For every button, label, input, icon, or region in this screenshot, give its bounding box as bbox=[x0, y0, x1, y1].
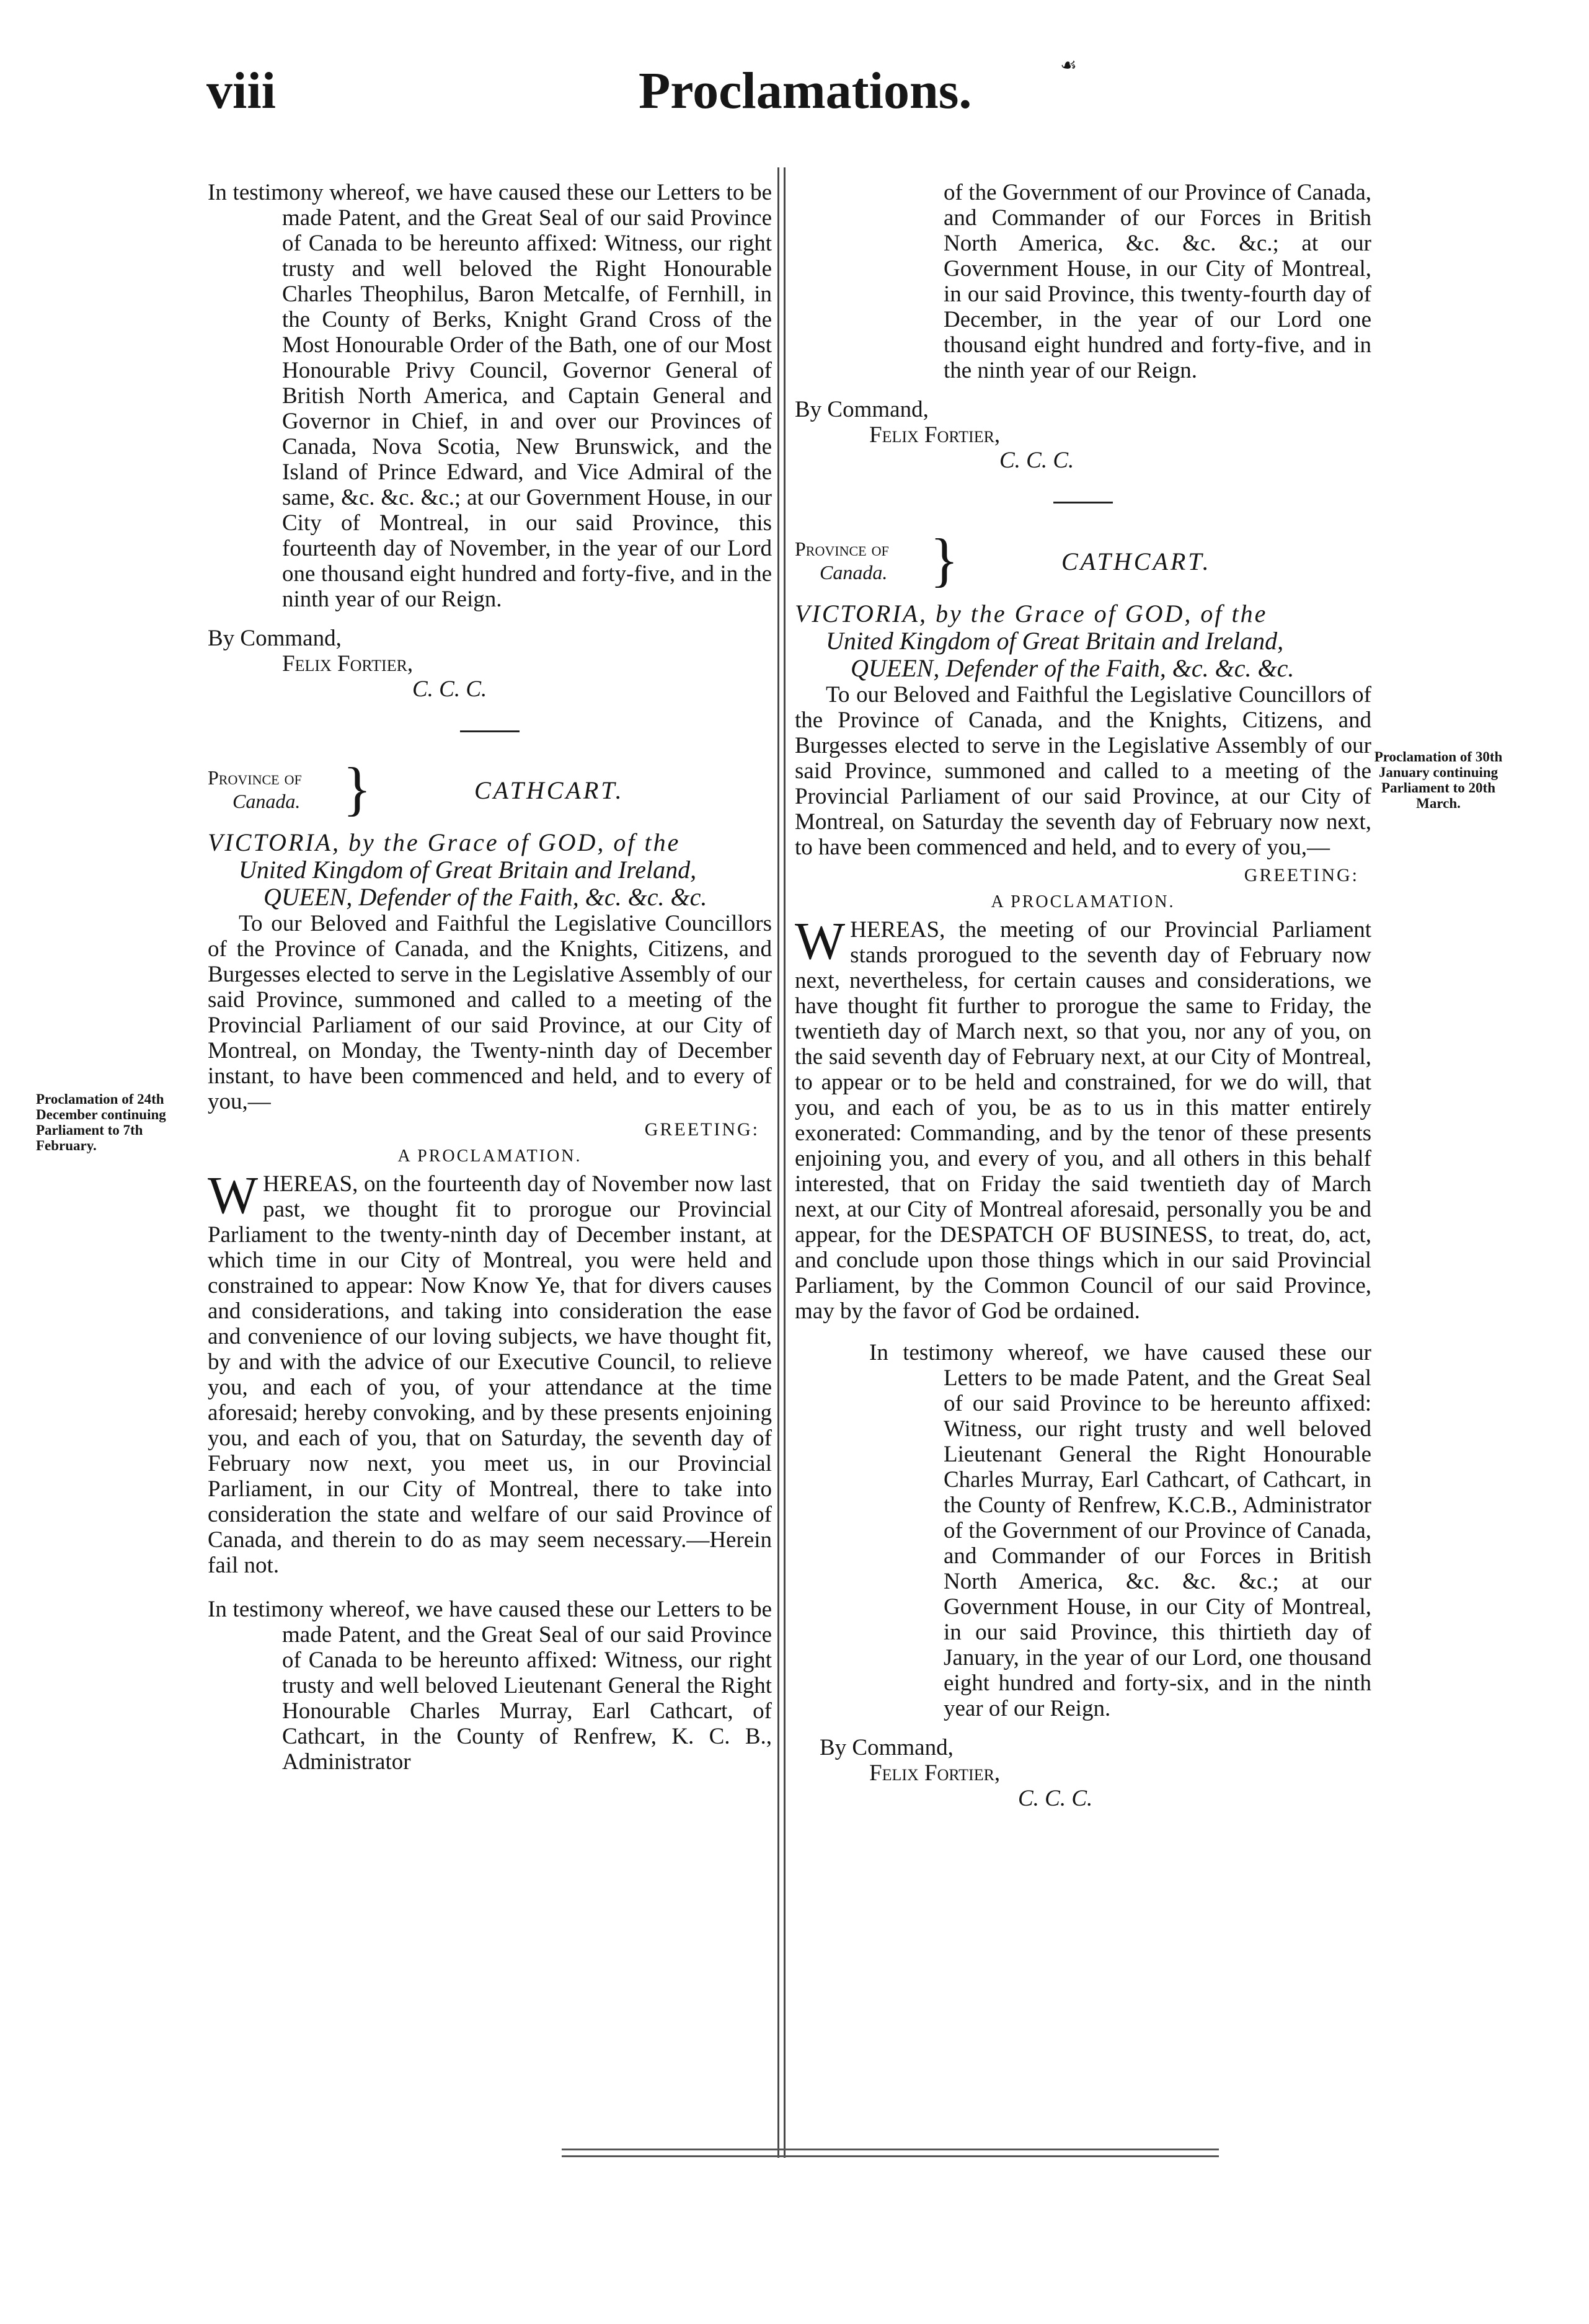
by-command: By Command, bbox=[820, 1735, 954, 1760]
proclamation-heading bbox=[208, 755, 772, 829]
column-rule-left bbox=[777, 167, 779, 2158]
proclamation-title: A PROCLAMATION. bbox=[991, 892, 1175, 911]
by-command: By Command, bbox=[208, 626, 342, 651]
signer-name: Felix Fortier, bbox=[869, 1760, 1001, 1786]
governor-name: CATHCART. bbox=[474, 776, 624, 804]
royal-style-line-1: VICTORIA, by the Grace of GOD, of the bbox=[208, 828, 681, 856]
province-name: Canada. bbox=[820, 561, 888, 583]
continuation-paragraph: of the Government of our Province of Canada, and Commander of our Forces in British North America, &c. &c. &c.; at our Government House, in our City of Montreal, in our said Province, this twenty-fourth day of December, in the year of our Lord one thousand eight hundred and forty-five, and in the ninth year of our Reign. bbox=[944, 180, 1371, 383]
greeting: GREETING: bbox=[644, 1119, 759, 1140]
greeting: GREETING: bbox=[1244, 865, 1359, 885]
royal-style bbox=[208, 829, 772, 911]
royal-style-line-3: QUEEN, Defender of the Faith, &c. &c. &c. bbox=[851, 654, 1295, 682]
proclamation-heading bbox=[795, 526, 1371, 600]
marginal-note-left: Proclamation of 24th December continuing Parliament to 7th February. bbox=[36, 1091, 166, 1153]
by-command: By Command, bbox=[795, 397, 929, 422]
signer-name: Felix Fortier, bbox=[282, 651, 414, 676]
marginal-note-right: Proclamation of 30th January continuing Parliament to 20th March. bbox=[1374, 749, 1503, 811]
right-column bbox=[795, 180, 1371, 1811]
royal-style-line-3: QUEEN, Defender of the Faith, &c. &c. &c. bbox=[263, 883, 707, 911]
province-label bbox=[795, 537, 889, 584]
proclamation-title: A PROCLAMATION. bbox=[397, 1146, 582, 1166]
testimony-paragraph-2: In testimony whereof, we have caused these our Letters to be made Patent, and the Great Seal of our said Province of Canada to be hereunto affixed: Witness, our right trusty and well beloved Lieutenant General the Right Honourable Charles Murray, Earl Cathcart, of Cathcart, in the County of Renfrew, K. C. B., Administrator bbox=[208, 1597, 772, 1775]
drop-capital: W bbox=[795, 911, 846, 970]
address-paragraph: To our Beloved and Faithful the Legislative Councillors of the Province of Canada, and the Knights, Citizens, and Burgesses elected to serve in the Legislative Assembly of our said Province, summoned and called to a meeting of the Provincial Parliament of our said Province, at our City of Montreal, on Saturday the seventh day of February now next, to have been commenced and held, and to every of you,— bbox=[795, 682, 1371, 860]
governor-name: CATHCART. bbox=[1061, 548, 1211, 575]
province-label bbox=[208, 766, 302, 813]
province-name: Canada. bbox=[232, 790, 301, 812]
whereas-text: HEREAS, on the fourteenth day of November now last past, we thought fit to prorogue our Provincial Parliament to the twenty-ninth day of December instant, at which time in our City of Montreal, you were held and constrained to appear: Now Know Ye, that for divers causes and considerations, and taking into consideration the ease and convenience of our loving subjects, we have thought fit, by and with the advice of our Executive Council, to relieve you, and each of you, of your attendance at the time aforesaid; hereby convoking, and by these presents enjoining you, and each of you, that on Saturday, the seventh day of February now next, you meet us, in our Provincial Parliament, in our City of Montreal, there to take into consideration the state and welfare of our said Province of Canada, and therein to do as may seem necessary.—Herein fail not. bbox=[208, 1171, 772, 1578]
province-word: Province of bbox=[795, 538, 889, 560]
whereas-paragraph bbox=[795, 911, 1371, 1324]
royal-style-line-2: United Kingdom of Great Britain and Ireland, bbox=[239, 856, 697, 884]
drop-capital: W bbox=[208, 1165, 259, 1225]
whereas-paragraph bbox=[208, 1165, 772, 1578]
left-column bbox=[208, 180, 772, 1775]
section-divider bbox=[460, 730, 520, 732]
royal-style bbox=[795, 600, 1371, 682]
printer-mark: ☙ bbox=[1060, 55, 1077, 76]
bottom-rule bbox=[562, 2149, 1219, 2157]
signer-name: Felix Fortier, bbox=[869, 422, 1001, 448]
royal-style-line-2: United Kingdom of Great Britain and Ireland, bbox=[826, 627, 1284, 655]
province-word: Province of bbox=[208, 766, 302, 789]
royal-style-line-1: VICTORIA, by the Grace of GOD, of the bbox=[795, 600, 1268, 628]
signer-title: C. C. C. bbox=[999, 448, 1074, 473]
page-number: viii bbox=[206, 62, 277, 120]
running-head: Proclamations. bbox=[639, 62, 972, 120]
whereas-text: HEREAS, the meeting of our Provincial Parliament stands prorogued to the seventh day of February now next, nevertheless, for certain causes and considerations, we have thought fit further to prorogue the same to Friday, the twentieth day of March next, so that you, nor any of you, on the said seventh day of February next, at our City of Montreal, to appear or to be held and constrained, for we do will, that you, and each of you, be as to us in this matter entirely exonerated: Commanding, and by the tenor of these presents enjoining you, and every of you, and all others in this behalf interested, that on Friday the said twentieth day of March next, at our City of Montreal aforesaid, personally you be and appear, for the DESPATCH OF BUSINESS, to treat, do, act, and conclude upon those things which in our said Provincial Parliament, by the Common Council of our said Province, may by the favor of God be ordained. bbox=[795, 917, 1371, 1324]
section-divider bbox=[1053, 502, 1113, 503]
brace-glyph: } bbox=[343, 755, 372, 822]
testimony-paragraph: In testimony whereof, we have caused these our Letters to be made Patent, and the Great Seal of our said Province of Canada to be hereunto affixed: Witness, our right trusty and well beloved the Right Honourable Charles Theophilus, Baron Metcalfe, of Fernhill, in the County of Berks, Knight Grand Cross of the Most Honourable Order of the Bath, one of our Most Honourable Privy Council, Governor General of British North America, and Captain General and Governor in Chief, in and over our Provinces of Canada, Nova Scotia, New Brunswick, and the Island of Prince Edward, and Vice Admiral of the same, &c. &c. &c.; at our Government House, in our City of Montreal, in our said Province, this fourteenth day of November, in the year of our Lord one thousand eight hundred and forty-five, and in the ninth year of our Reign. bbox=[208, 180, 772, 612]
signer-title: C. C. C. bbox=[1018, 1786, 1093, 1811]
column-rule-right bbox=[784, 167, 786, 2158]
address-paragraph: To our Beloved and Faithful the Legislative Councillors of the Province of Canada, and the Knights, Citizens, and Burgesses elected to serve in the Legislative Assembly of our said Province, summoned and called to a meeting of the Provincial Parliament of our said Province, at our City of Montreal, on Monday, the Twenty-ninth day of December instant, to have been commenced and held, and to every of you,— bbox=[208, 911, 772, 1114]
brace-glyph: } bbox=[930, 526, 959, 593]
signer-title: C. C. C. bbox=[412, 676, 487, 702]
testimony-paragraph: In testimony whereof, we have caused these our Letters to be made Patent, and the Great Seal of our said Province to be hereunto affixed: Witness, our right trusty and well beloved Lieutenant General the Right Honourable Charles Murray, Earl Cathcart, of Cathcart, in the County of Renfrew, K.C.B., Administrator of the Government of our Province of Canada, and Commander of our Forces in British North America, &c. &c. &c.; at our Government House, in our City of Montreal, in our said Province, this thirtieth day of January, in the year of our Lord, one thousand eight hundred and forty-six, and in the ninth year of our Reign. bbox=[869, 1340, 1371, 1721]
